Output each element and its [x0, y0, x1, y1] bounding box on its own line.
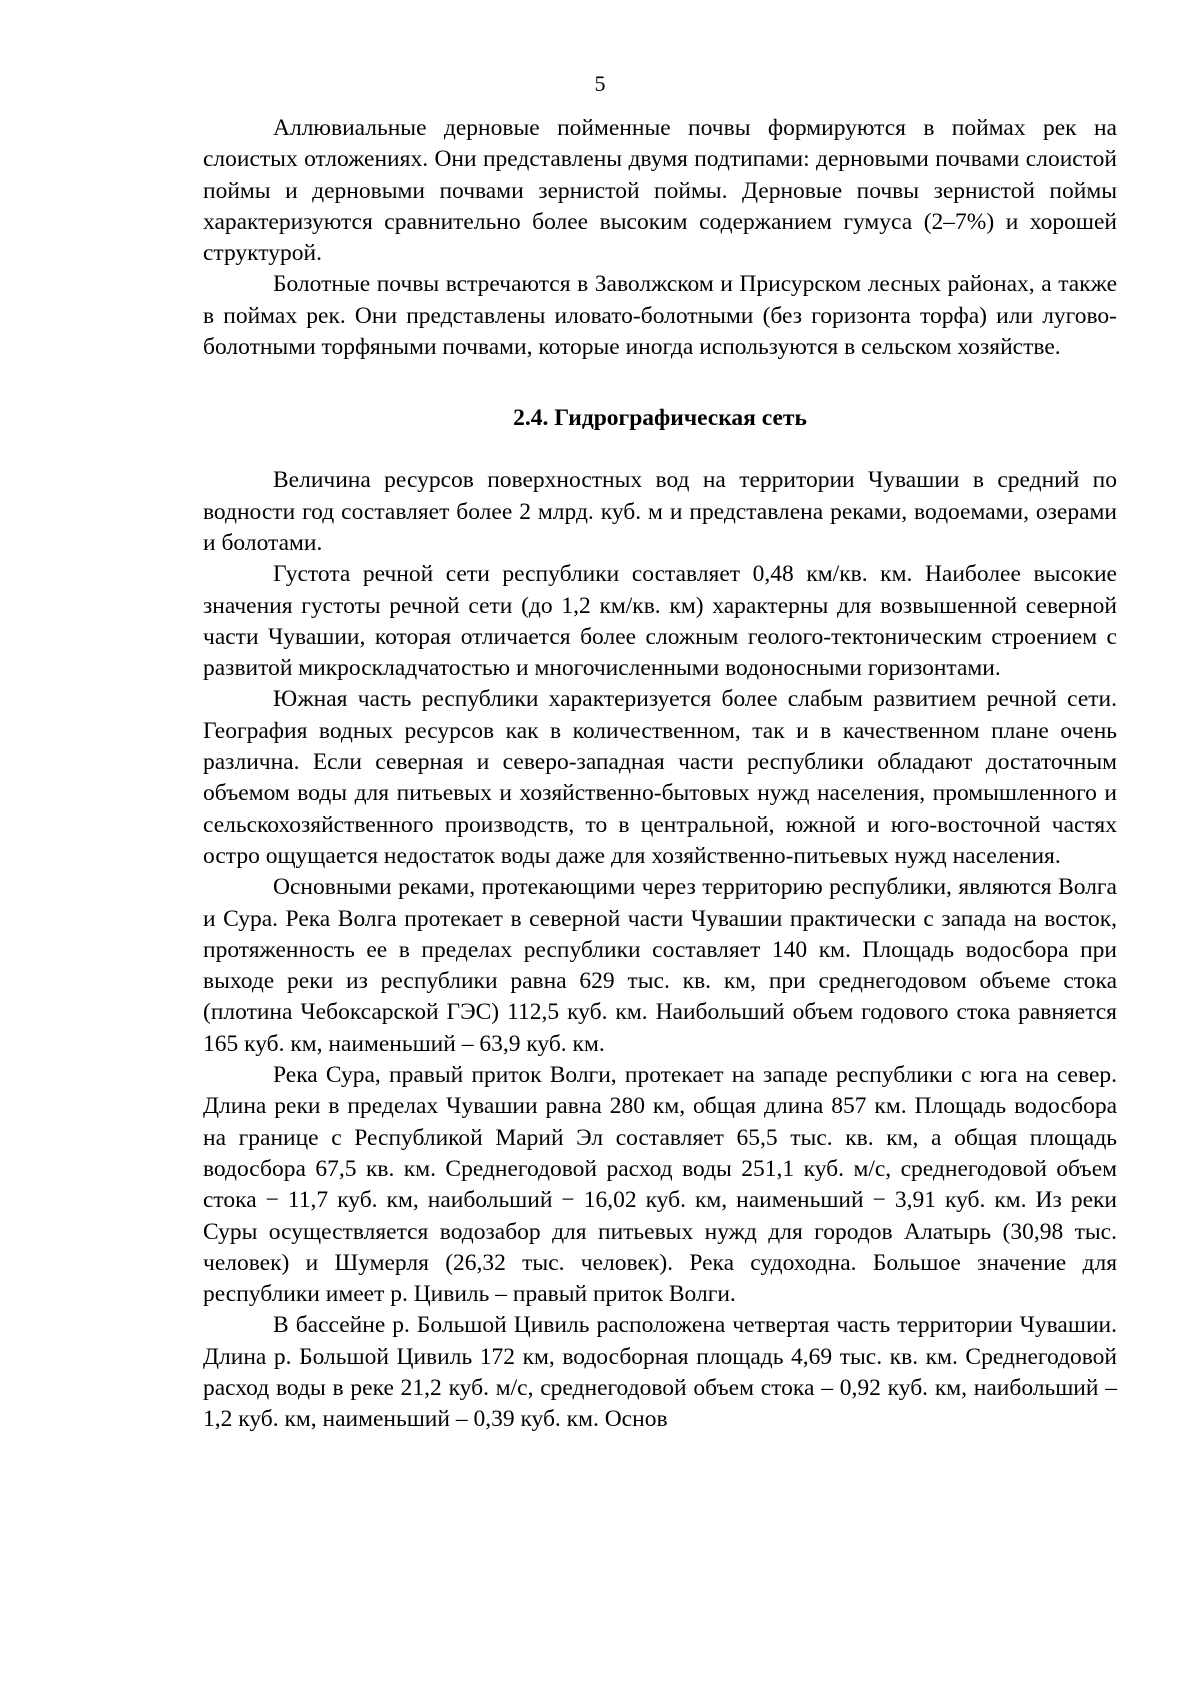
section-title: 2.4. Гидрографическая сеть	[513, 405, 807, 432]
paragraph-bog-soils: Болотные почвы встречаются в Заволжском и Присурском лесных районах, а также в поймах рек. Они представлены иловато-болотными (без горизонта торфа) или лугово-болотными торфяными почвами, которые иногда используются в сельском хозяйстве.	[203, 271, 1117, 361]
paragraph-volga-river: Основными реками, протекающими через территорию республики, являются Волга и Сура. Река Волга протекает в северной части Чувашии практически с запада на восток, протяженность ее в пределах республики составляет 140 км. Площадь водосбора при выходе реки из республики равна 629 тыс. кв. км, при среднегодовом объеме стока (плотина Чебоксарской ГЭС) 112,5 куб. км. Наибольший объем годового стока равняется 165 куб. км, наименьший – 63,9 куб. км.	[203, 874, 1117, 1057]
paragraph-sura-river: Река Сура, правый приток Волги, протекает на западе республики с юга на север. Длина реки в пределах Чувашии равна 280 км, общая длина 857 км. Площадь водосбора на границе с Республикой Марий Эл составляет 65,5 тыс. кв. км, а общая площадь водосбора 67,5 кв. км. Среднегодовой расход воды 251,1 куб. м/с, среднегодовой объем стока − 11,7 куб. км, наибольший − 16,02 куб. км, наименьший − 3,91 куб. км. Из реки Суры осуществляется водозабор для питьевых нужд для городов Алатырь (30,98 тыс. человек) и Шумерля (26,32 тыс. человек). Река судоходна. Большое значение для республики имеет р. Цивиль – правый приток Волги.	[203, 1062, 1117, 1308]
paragraph-southern-part: Южная часть республики характеризуется более слабым развитием речной сети. География водных ресурсов как в количественном, так и в качественном плане очень различна. Если северная и северо-западная части республики обладают достаточным объемом воды для питьевых и хозяйственно-бытовых нужд населения, промышленного и сельскохозяйственного производств, то в центральной, южной и юго-восточной частях остро ощущается недостаток воды даже для хозяйственно-питьевых нужд населения.	[203, 686, 1117, 869]
page-number: 5	[594, 71, 606, 96]
paragraph-river-network-density: Густота речной сети республики составляет 0,48 км/кв. км. Наиболее высокие значения густоты речной сети (до 1,2 км/кв. км) характерны для возвышенной северной части Чувашии, которая отличается более сложным геолого-тектоническим строением с развитой микроскладчатостью и многочисленными водоносными горизонтами.	[203, 561, 1117, 682]
paragraph-bolshoy-tsivil-river: В бассейне р. Большой Цивиль расположена четвертая часть территории Чувашии. Длина р. Большой Цивиль 172 км, водосборная площадь 4,69 тыс. кв. км. Среднегодовой расход воды в реке 21,2 куб. м/с, среднегодовой объем стока – 0,92 куб. км, наибольший – 1,2 куб. км, наименьший – 0,39 куб. км. Основ	[203, 1312, 1117, 1433]
paragraph-alluvial-soils: Аллювиальные дерновые пойменные почвы формируются в поймах рек на слоистых отложениях. Они представлены двумя подтипами: дерновыми почвами слоистой поймы и дерновыми почвами зернистой поймы. Дерновые почвы зернистой поймы характеризуются сравнительно более высоким содержанием гумуса (2–7%) и хорошей структурой.	[203, 115, 1117, 267]
page-content	[203, 113, 1117, 1436]
paragraph-surface-water-resources: Величина ресурсов поверхностных вод на территории Чувашии в средний по водности год составляет более 2 млрд. куб. м и представлена реками, водоемами, озерами и болотами.	[203, 467, 1117, 556]
